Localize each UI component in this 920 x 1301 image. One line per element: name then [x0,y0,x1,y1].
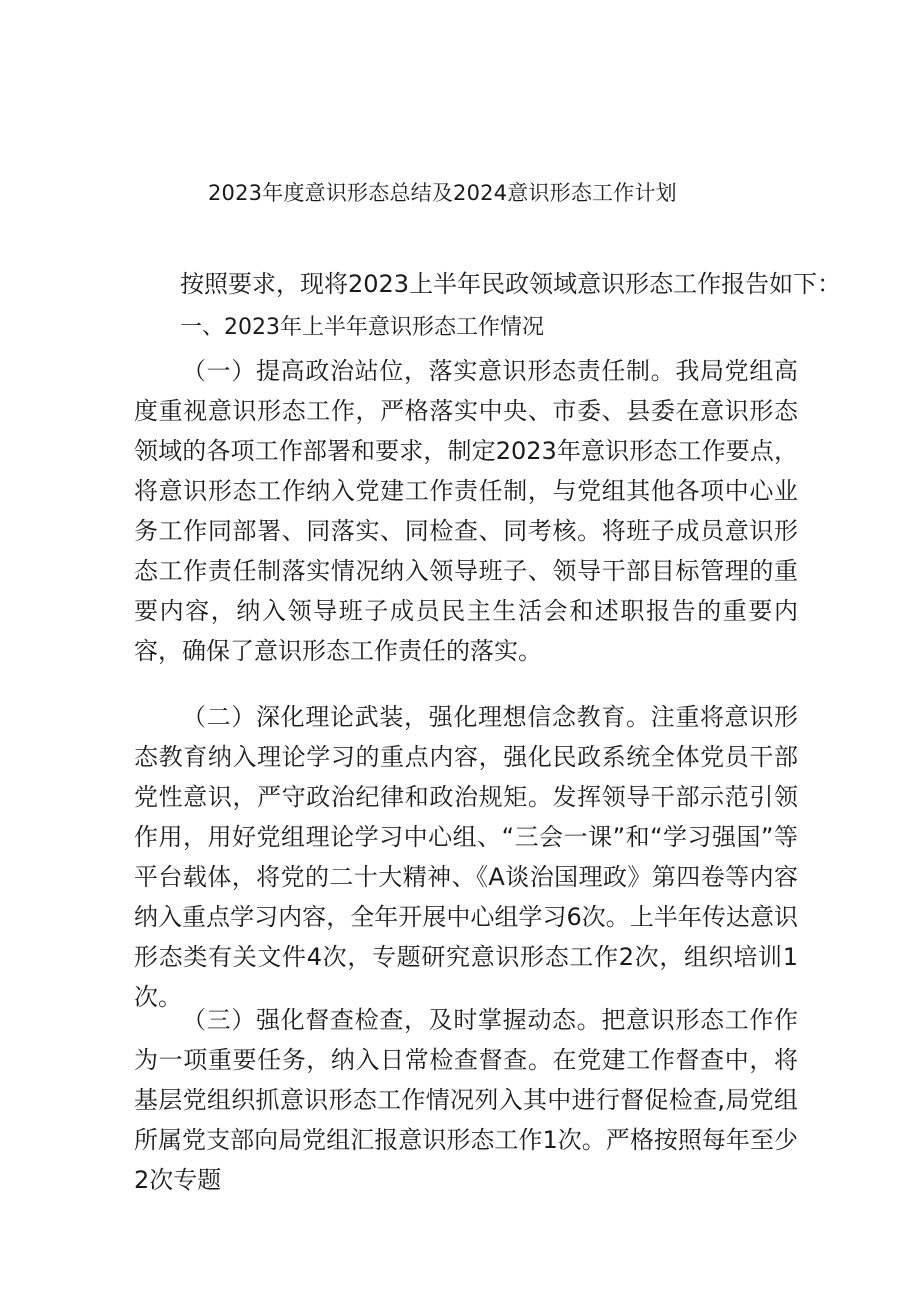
intro-line: 按照要求，现将2023上半年民政领域意识形态工作报告如下： [180,270,842,298]
document-title: 2023年度意识形态总结及2024意识形态工作计划 [208,181,677,205]
paragraph-3: （三）强化督查检查，及时掌握动态。把意识形态工作作为一项重要任务，纳入日常检查督查。在党建工作督查中，将基层党组织抓意识形态工作情况列入其中进行督促检查,局党组所属党支部向局党组汇报意识形态工作1次。严格按照每年至少2次专题 [134,1006,798,1194]
paragraph-1: （一）提高政治站位，落实意识形态责任制。我局党组高度重视意识形态工作，严格落实中央、市委、县委在意识形态领域的各项工作部署和要求，制定2023年意识形态工作要点，将意识形态工作纳入党建工作责任制，与党组其他各项中心业务工作同部署、同落实、同检查、同考核。将班子成员意识形态工作责任制落实情况纳入领导班子、领导干部目标管理的重要内容，纳入领导班子成员民主生活会和述职报告的重要内容，确保了意识形态工作责任的落实。 [134,357,798,665]
paragraph-2: （二）深化理论武装，强化理想信念教育。注重将意识形态教育纳入理论学习的重点内容，强化民政系统全体党员干部党性意识，严守政治纪律和政治规矩。发挥领导干部示范引领作用，用好党组理论学习中心组、“三会一课”和“学习强国”等平台载体，将党的二十大精神、《A谈治国理政》第四卷等内容纳入重点学习内容，全年开展中心组学习6次。上半年传达意识形态类有关文件4次，专题研究意识形态工作2次，组织培训1次。 [134,703,798,1011]
section-heading: 一、2023年上半年意识形态工作情况 [180,315,544,340]
